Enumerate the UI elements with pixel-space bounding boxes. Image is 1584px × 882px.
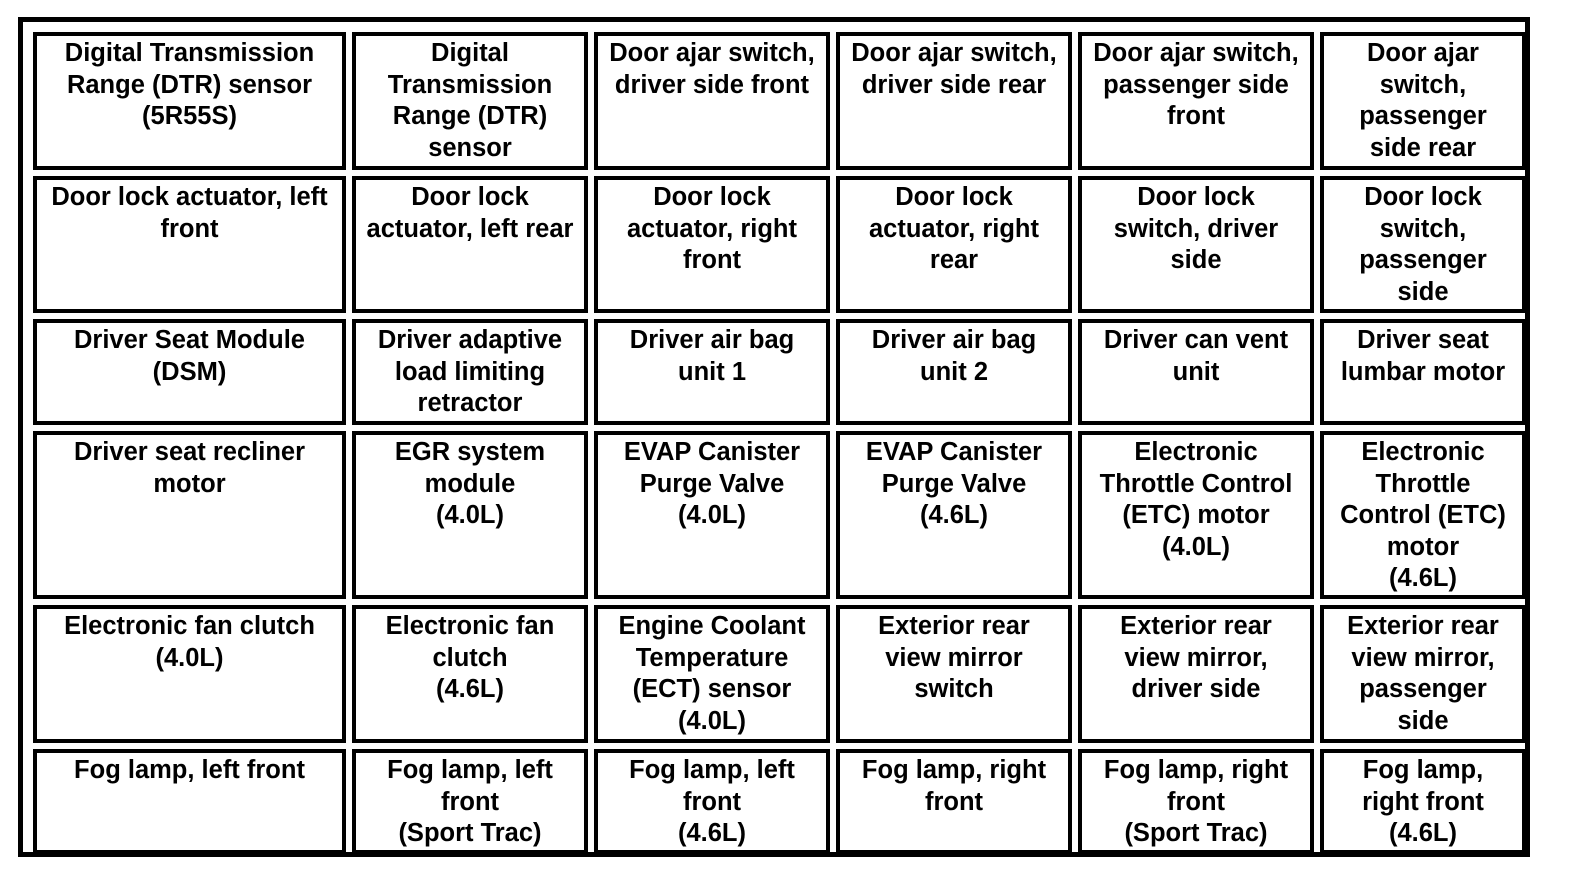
table-cell: Exterior rear view mirror switch (836, 605, 1072, 743)
table-cell: Digital Transmission Range (DTR) sensor (352, 32, 588, 170)
table-cell: Door ajar switch, driver side front (594, 32, 830, 170)
table-cell: Driver seat lumbar motor (1320, 319, 1526, 425)
table-cell: Fog lamp, left front (4.6L) (594, 749, 830, 854)
table-cell: Driver air bag unit 2 (836, 319, 1072, 425)
table-cell: Driver adaptive load limiting retractor (352, 319, 588, 425)
component-table-frame (18, 17, 1530, 857)
table-row (33, 176, 1526, 313)
table-cell: Door lock actuator, left front (33, 176, 346, 313)
table-row (33, 319, 1526, 425)
table-cell: Driver Seat Module (DSM) (33, 319, 346, 425)
table-cell: Driver air bag unit 1 (594, 319, 830, 425)
table-cell: EVAP Canister Purge Valve (4.6L) (836, 431, 1072, 599)
table-row (33, 431, 1526, 599)
table-cell: Door lock switch, driver side (1078, 176, 1314, 313)
table-row (33, 749, 1526, 854)
table-cell: Fog lamp, left front (33, 749, 346, 854)
table-cell: Digital Transmission Range (DTR) sensor (5R55S) (33, 32, 346, 170)
table-cell: Electronic Throttle Control (ETC) motor (4.6L) (1320, 431, 1526, 599)
table-cell: Fog lamp, right front (836, 749, 1072, 854)
table-cell: Door ajar switch, passenger side rear (1320, 32, 1526, 170)
table-cell: Door ajar switch, driver side rear (836, 32, 1072, 170)
table-cell: Fog lamp, left front (Sport Trac) (352, 749, 588, 854)
table-cell: Door lock actuator, right front (594, 176, 830, 313)
table-cell: Exterior rear view mirror, driver side (1078, 605, 1314, 743)
table-cell: Fog lamp, right front (4.6L) (1320, 749, 1526, 854)
table-cell: Driver can vent unit (1078, 319, 1314, 425)
table-cell: Fog lamp, right front (Sport Trac) (1078, 749, 1314, 854)
table-cell: Electronic fan clutch (4.6L) (352, 605, 588, 743)
table-row (33, 605, 1526, 743)
table-cell: Electronic Throttle Control (ETC) motor (4.0L) (1078, 431, 1314, 599)
table-cell: Exterior rear view mirror, passenger side (1320, 605, 1526, 743)
table-cell: Door lock actuator, left rear (352, 176, 588, 313)
table-cell: Door ajar switch, passenger side front (1078, 32, 1314, 170)
table-cell: Engine Coolant Temperature (ECT) sensor (4.0L) (594, 605, 830, 743)
table-cell: Electronic fan clutch (4.0L) (33, 605, 346, 743)
table-cell: EGR system module (4.0L) (352, 431, 588, 599)
table-cell: Door lock actuator, right rear (836, 176, 1072, 313)
table-row (33, 32, 1526, 170)
table-cell: Driver seat recliner motor (33, 431, 346, 599)
table-cell: EVAP Canister Purge Valve (4.0L) (594, 431, 830, 599)
component-table (27, 26, 1532, 860)
table-cell: Door lock switch, passenger side (1320, 176, 1526, 313)
